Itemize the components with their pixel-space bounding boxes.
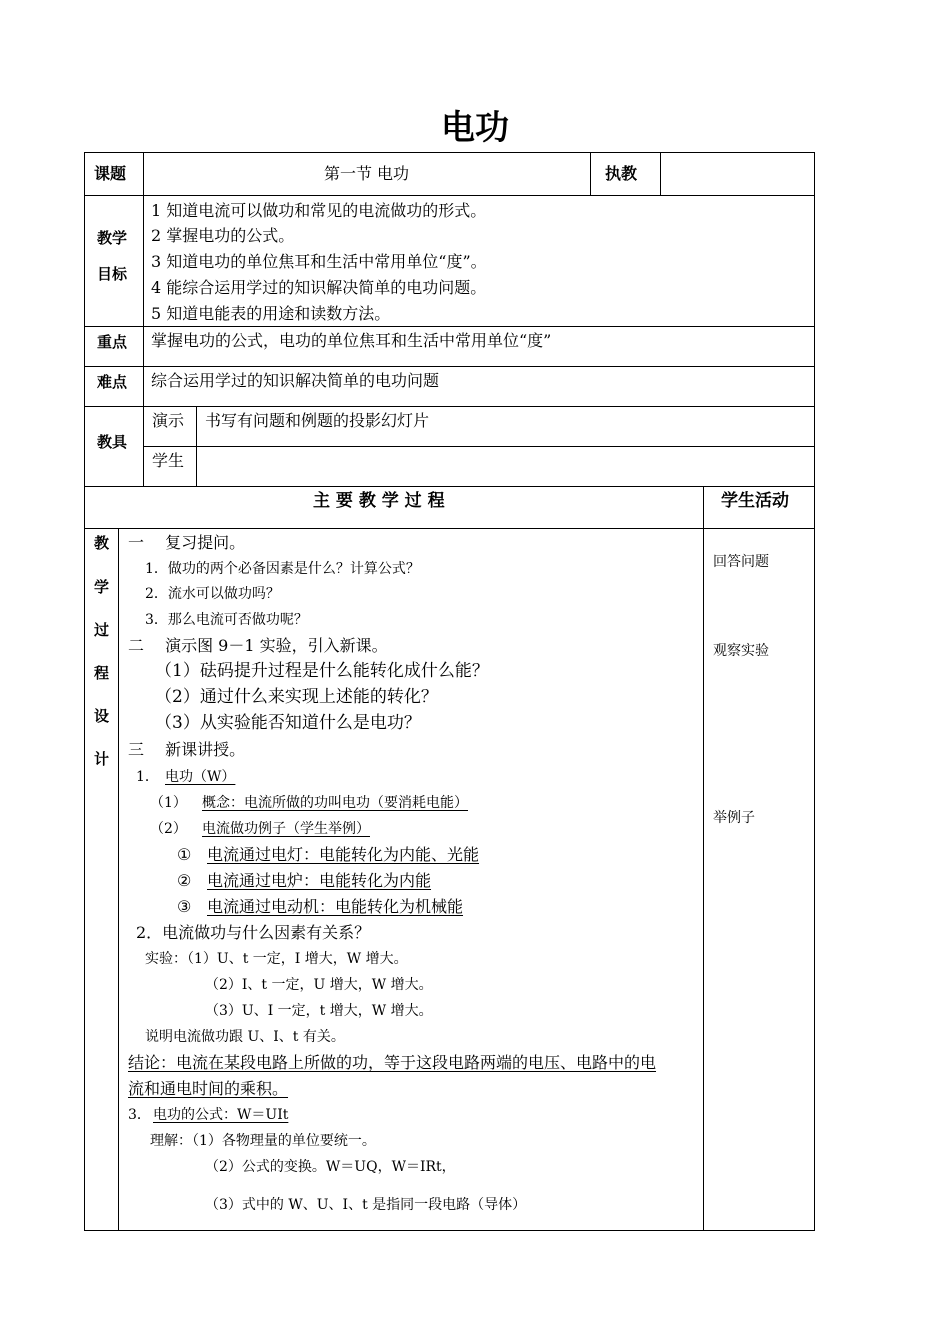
process-conclusion: 流和通电时间的乘积。 [128,1079,289,1098]
key-point-label: 重点 [97,333,128,351]
topic-label: 课题 [94,164,127,183]
process-header-main: 主 要 教 学 过 程 [313,491,445,511]
process-line: 电功（W） [165,769,236,785]
student-activity: 观察实验 [713,643,769,659]
process-conclusion: 结论：电流在某段电路上所做的功，等于这段电路两端的电压、电路中的电 [128,1053,657,1072]
side-label-char: 设 [94,707,110,725]
process-line: （3）式中的 W、U、I、t 是指同一段电路（导体） [205,1197,527,1213]
process-line: 2．电流做功与什么因素有关系？ [136,923,371,942]
side-label-char: 程 [94,664,110,682]
process-line: （2）I、t 一定，U 增大，W 增大。 [205,977,433,993]
process-header-student: 学生活动 [721,491,789,511]
process-line: （1）砝码提升过程是什么能转化成什么能？ [155,661,489,681]
process-line: 2．流水可以做功吗？ [145,586,280,602]
student-activity: 举例子 [713,810,755,826]
goals-label-line2: 目标 [97,265,128,283]
process-section-heading: 二 演示图 9－1 实验，引入新课。 [128,636,388,655]
process-line: （3）从实验能否知道什么是电功？ [155,713,421,733]
process-line-number: （1） [150,795,187,811]
process-line: （2）公式的变换。W＝UQ，W＝IRt， [205,1159,456,1175]
process-line-number: （2） [150,821,187,837]
process-line: 电流通过电炉：电能转化为内能 [207,871,432,890]
process-line: （2）通过什么来实现上述能的转化？ [155,687,438,707]
process-line-number: ③ [177,897,192,916]
tools-label: 教具 [97,433,128,451]
key-point-text: 掌握电功的公式，电功的单位焦耳和生活中常用单位“度” [151,331,552,350]
tools-demo-text: 书写有问题和例题的投影幻灯片 [205,411,430,430]
process-line-number: ② [177,871,192,890]
side-label-char: 过 [94,621,110,639]
side-label-char: 学 [94,578,110,596]
student-activity: 回答问题 [713,554,769,570]
tools-demo-label: 演示 [152,411,185,430]
goal-item: 4 能综合运用学过的知识解决简单的电功问题。 [151,278,487,297]
process-line-number: 3． [128,1107,151,1123]
process-line: 实验：（1）U、t 一定，I 增大，W 增大。 [145,951,408,967]
side-label-char: 计 [94,750,110,768]
teacher-label: 执教 [605,164,638,183]
process-line-number: 1． [136,769,159,785]
process-line: 说明电流做功跟 U、I、t 有关。 [145,1029,345,1045]
process-section-heading: 一 复习提问。 [128,533,246,552]
topic-value: 第一节 电功 [323,164,410,183]
page-title: 电功 [441,108,509,148]
difficulty-text: 综合运用学过的知识解决简单的电功问题 [151,371,440,390]
process-line: 理解：（1）各物理量的单位要统一。 [150,1133,376,1149]
goals-label-line1: 教学 [97,229,128,247]
process-line: 电流通过电灯：电能转化为内能、光能 [207,845,480,864]
process-line: 电流做功例子（学生举例） [202,821,370,837]
process-line: 概念：电流所做的功叫电功（要消耗电能） [202,795,468,811]
process-line: 1．做功的两个必备因素是什么？计算公式？ [145,561,420,577]
process-line: 3．那么电流可否做功呢？ [145,612,308,628]
goal-item: 1 知道电流可以做功和常见的电流做功的形式。 [151,201,487,220]
process-section-heading: 三 新课讲授。 [128,740,246,759]
process-formula: 电功的公式：W＝UIt [153,1107,289,1123]
process-line-number: ① [177,845,192,864]
process-line: （3）U、I 一定，t 增大，W 增大。 [205,1003,433,1019]
tools-student-label: 学生 [152,451,185,470]
goal-item: 3 知道电功的单位焦耳和生活中常用单位“度”。 [151,252,487,271]
process-line: 电流通过电动机：电能转化为机械能 [207,897,464,916]
goal-item: 5 知道电能表的用途和读数方法。 [151,304,391,323]
difficulty-label: 难点 [97,373,128,391]
side-label-char: 教 [94,534,110,552]
goal-item: 2 掌握电功的公式。 [151,226,295,245]
